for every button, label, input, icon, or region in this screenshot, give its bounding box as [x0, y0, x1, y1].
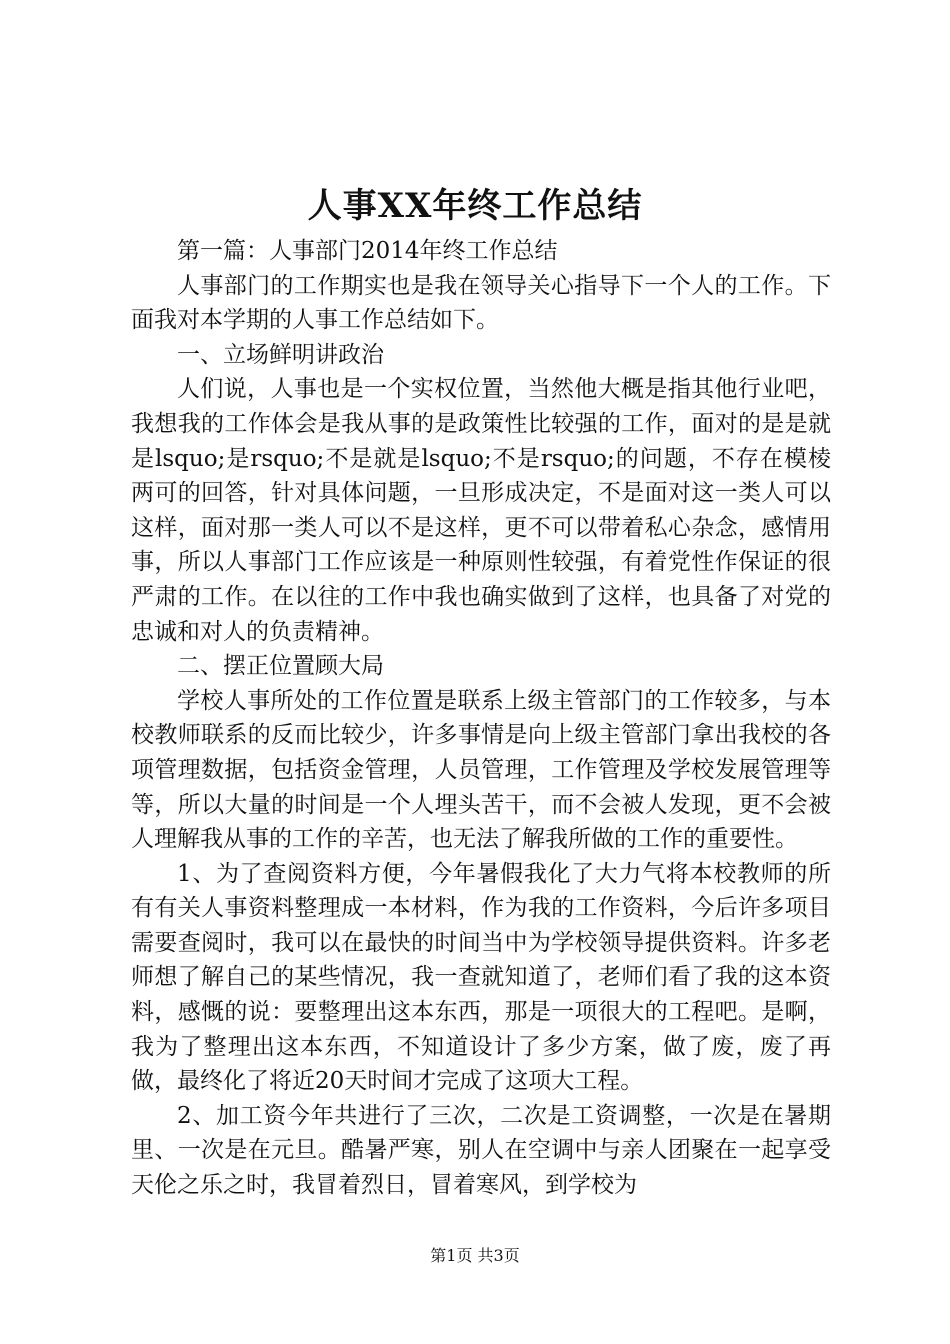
document-title: 人事XX年终工作总结 — [307, 186, 643, 226]
paragraph: 1、为了查阅资料方便，今年暑假我化了大力气将本校教师的所有有关人事资料整理成一本材料，作为我的工作资料，今后许多项目需要查阅时，我可以在最快的时间当中为学校领导提供资料。许多老师想了解自己的某些情况，我一查就知道了，老师们看了我的这本资料，感慨的说：要整理出这本东西，那是一项很大的工程吧。是啊，我为了整理出这本东西，不知道设计了多少方案，做了废，废了再做，最终化了将近20天时间才完成了这项大工程。 — [131, 860, 831, 1095]
paragraph-heading: 一、立场鲜明讲政治 — [177, 341, 384, 368]
paragraph: 学校人事所处的工作位置是联系上级主管部门的工作较多，与本校教师联系的反而比较少，许多事情是向上级主管部门拿出我校的各项管理数据，包括资金管理，人员管理，工作管理及学校发展管理等等，所以大量的时间是一个人埋头苦干，而不会被人发现，更不会被人理解我从事的工作的辛苦，也无法了解我所做的工作的重要性。 — [131, 687, 831, 853]
paragraph: 2、加工资今年共进行了三次，二次是工资调整，一次是在暑期里、一次是在元旦。酷暑严寒，别人在空调中与亲人团聚在一起享受天伦之乐之时，我冒着烈日，冒着寒风，到学校为 — [131, 1102, 831, 1199]
paragraph: 人事部门的工作期实也是我在领导关心指导下一个人的工作。下面我对本学期的人事工作总结如下。 — [131, 272, 831, 334]
page-footer: 第1页 共3页 — [430, 1246, 520, 1265]
document-body — [131, 234, 831, 1203]
paragraph: 人们说，人事也是一个实权位置，当然他大概是指其他行业吧，我想我的工作体会是我从事的是政策性比较强的工作，面对的是是就是lsquo;是rsquo;不是就是lsquo;不是rsquo;的问题，不存在模棱两可的回答，针对具体问题，一旦形成决定，不是面对这一类人可以这样，面对那一类人可以不是这样，更不可以带着私心杂念，感情用事，所以人事部门工作应该是一种原则性较强，有着党性作保证的很严肃的工作。在以往的工作中我也确实做到了这样，也具备了对党的忠诚和对人的负责精神。 — [131, 376, 831, 645]
paragraph-heading: 二、摆正位置顾大局 — [177, 653, 384, 680]
paragraph-section-heading: 第一篇：人事部门2014年终工作总结 — [177, 238, 558, 264]
